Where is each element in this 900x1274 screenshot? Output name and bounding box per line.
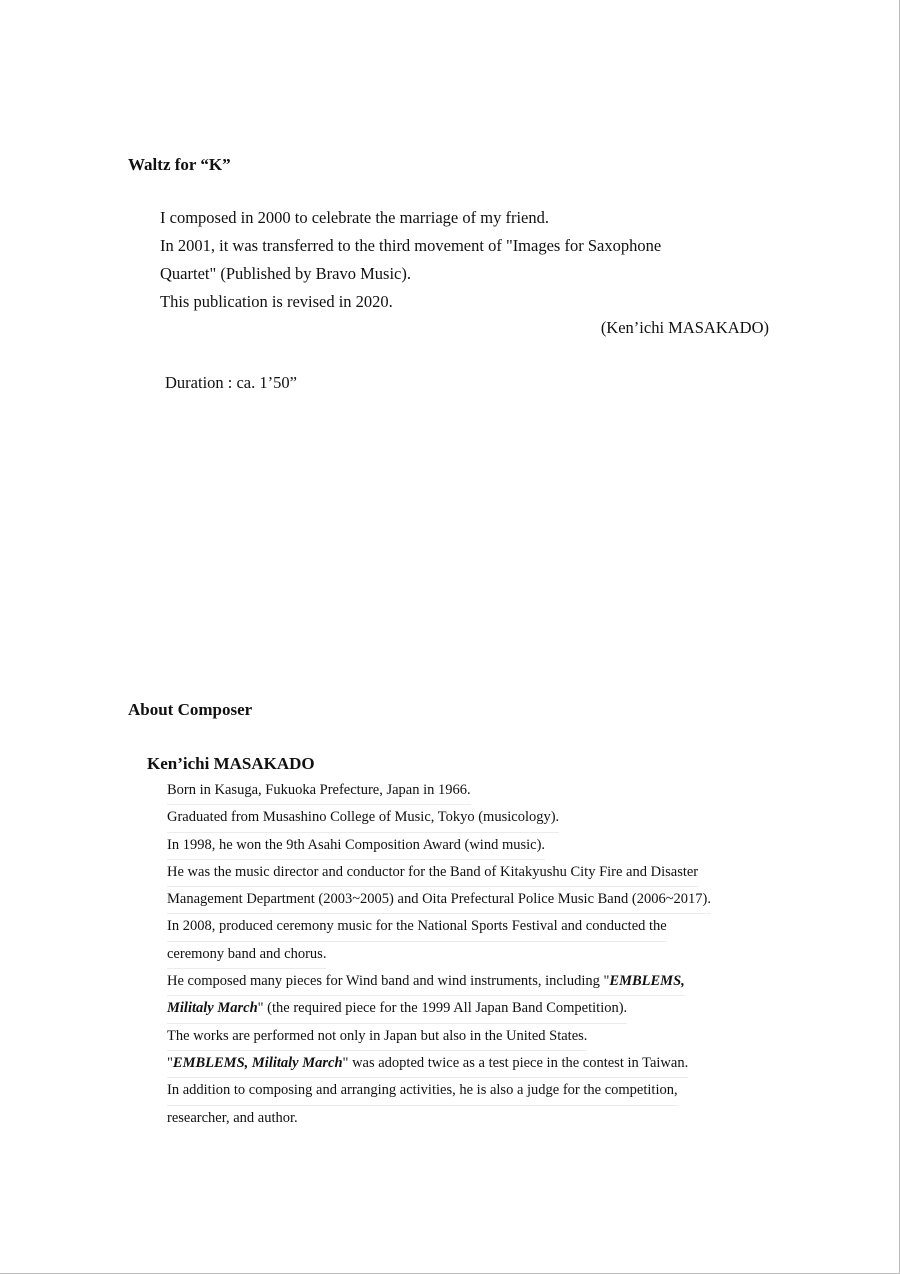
work-title: Militaly March — [167, 1000, 258, 1017]
bio-line: He was the music director and conductor for the Band of Kitakyushu City Fire and Disaster — [167, 860, 698, 887]
work-title: EMBLEMS, — [609, 973, 685, 990]
program-note-line: In 2001, it was transferred to the third movement of "Images for Saxophone — [160, 236, 662, 255]
bio-line: researcher, and author. — [167, 1109, 298, 1126]
bio-line: In addition to composing and arranging activities, he is also a judge for the competition, — [167, 1078, 678, 1105]
bio-line — [167, 1051, 688, 1078]
bio-line: ceremony band and chorus. — [167, 942, 326, 969]
notes-author-credit: (Ken’ichi MASAKADO) — [600, 318, 769, 337]
bio-line: Born in Kasuga, Fukuoka Prefecture, Japan in 1966. — [167, 778, 471, 805]
program-note-line: I composed in 2000 to celebrate the marriage of my friend. — [160, 208, 549, 227]
program-notes — [160, 204, 661, 316]
program-note-line: This publication is revised in 2020. — [160, 292, 393, 311]
about-composer-heading: About Composer — [128, 700, 253, 719]
bio-line: In 2008, produced ceremony music for the National Sports Festival and conducted the — [167, 914, 667, 941]
bio-line — [167, 996, 627, 1023]
work-title: EMBLEMS, Militaly March — [172, 1054, 343, 1071]
bio-text: " (the required piece for the 1999 All Japan Band Competition). — [257, 1000, 628, 1017]
bio-line: Graduated from Musashino College of Music, Tokyo (musicology). — [167, 805, 559, 832]
program-note-line: Quartet" (Published by Bravo Music). — [160, 264, 411, 283]
bio-line: The works are performed not only in Japan but also in the United States. — [167, 1024, 587, 1051]
bio-text: He composed many pieces for Wind band and wind instruments, including " — [167, 973, 610, 990]
bio-line: Management Department (2003~2005) and Oita Prefectural Police Music Band (2006~2017). — [167, 887, 711, 914]
piece-title: Waltz for “K” — [128, 155, 231, 174]
composer-name: Ken’ichi MASAKADO — [147, 754, 315, 773]
duration: Duration : ca. 1’50” — [165, 373, 297, 392]
bio-text: " was adopted twice as a test piece in the contest in Taiwan. — [342, 1054, 689, 1071]
bio-line — [167, 969, 685, 996]
bio-text: " — [167, 1054, 173, 1071]
bio-line: In 1998, he won the 9th Asahi Composition Award (wind music). — [167, 833, 545, 860]
composer-biography — [167, 778, 767, 1133]
